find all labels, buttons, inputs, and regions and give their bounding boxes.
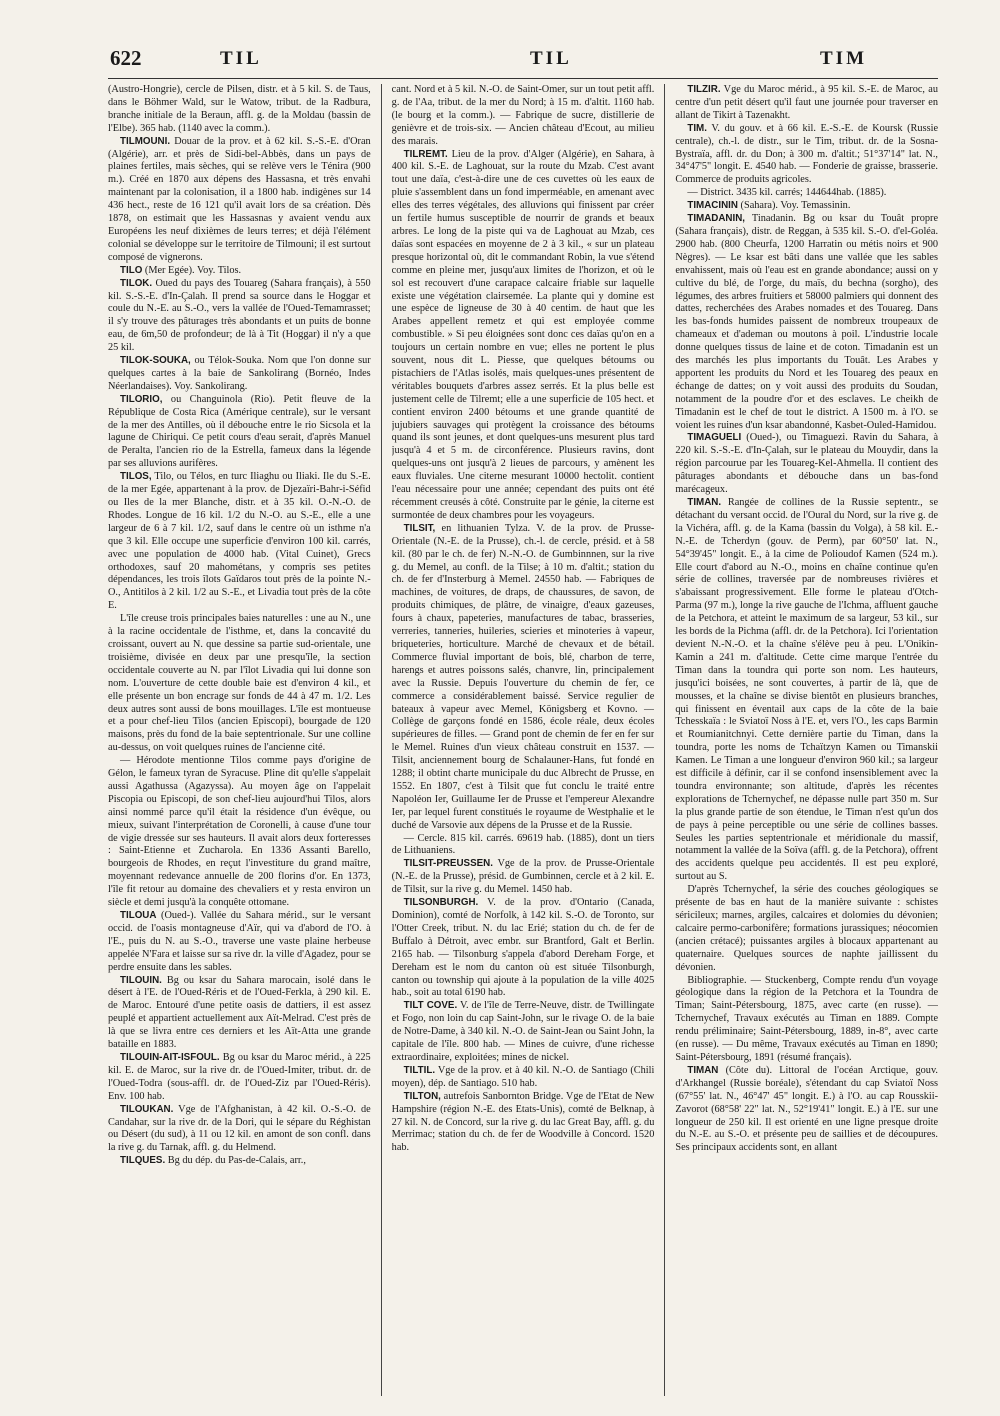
dictionary-entry	[392, 897, 655, 1000]
column-divider	[664, 84, 665, 1396]
dictionary-entry	[392, 84, 655, 149]
entry-headword: TILSIT-PREUSSEN.	[403, 858, 493, 870]
dictionary-entry	[108, 1155, 371, 1168]
page-number: 622	[110, 46, 142, 70]
column-middle	[392, 84, 655, 1396]
dictionary-entry	[108, 84, 371, 136]
dictionary-entry	[108, 910, 371, 975]
dictionary-entry	[108, 613, 371, 755]
column-right	[675, 84, 938, 1396]
entry-text: Vge de l'Afghanistan, à 42 kil. O.-S.-O. de Candahar, sur la rive dr. de la Dori, qui le sépare du Réghistan ou Désert (du sud), à 11 ou 12 kil. en amont de son confl. dans la rive g. du Tarnak, affl. g. du Helmend.	[108, 1103, 371, 1154]
entry-text: Lieu de la prov. d'Alger (Algérie), en Sahara, à 400 kil. S.-E. de Laghouat, sur la route du Mzab. C'est avant tout une daïa, c'est-à-dire une de ces cuvettes où les eaux de pluie s'assemblent dans un fond imperméable, en amenant avec elles des terres végétales, des alluvions qui finissent par créer un fertile humus susceptible de nourrir de grands et beaux arbres. Le long de la piste qui va de Laghouat au Mzab, ces daïas sont espacées en moyenne de 2 à 3 kil., « sur un plateau presque horizontal où, dit le commandant Robin, la vue s'étend comme en pleine mer, jusqu'aux limites de l'horizon, et où le sol est recouvert d'une carapace calcaire friable sur laquelle existe une végétation clairsemée. La plante qui y domine est une espèce de ligneuse de 30 à 40 centim. de haut que les Arabes appellent remetz et qui est employée comme combustible. » Si peu éloignées sont donc ces daïas qu'on en a toujours un certain nombre en vue; elles ne portent le plus souvent, nous dit L. Piesse, que quelques bétoums ou pistachiers de l'Atlas isolés, mais quelques-unes présentent de véritables bouquets d'arbres assez serrés. Et la plus belle est justement celle de Tilremt; elle a une superficie de 105 hect. et contient environ 2400 bétoums et une grande quantité de jujubiers sauvages qui protègent la croissance des bétoums quand ils sont jeunes, et dont quelques-uns mesurent plus tard jusqu'à 4 et 5 m. de circonférence. Plusieurs ravins, dont quelques-uns ont jusqu'à 2 lieues de parcours, y amènent les eaux fluviales. Une citerne mesurant 10000 hectolit. contient l'eau nécessaire pour une année; cependant des puits ont été récemment creusés à côté. Construite par le génie, la citerne est surmontée de deux chambres pour les voyageurs.	[391, 148, 655, 521]
running-head-right: TIM	[820, 48, 867, 69]
entry-headword: TILQUES.	[120, 1155, 166, 1167]
dictionary-entry	[675, 884, 938, 974]
entry-text: (Oued-), ou Timaguezi. Ravin du Sahara, à 220 kil. S.-S.-E. d'In-Çalah, sur le plateau du Mouydir, dans la région parcourue par les Touareg-Kel-Ahmella. Il contient des pâturages abondants et débouche dans un bas-fond marécageux.	[675, 432, 939, 496]
column-left	[108, 84, 371, 1396]
entry-text: Douar de la prov. et à 62 kil. S.-S.-E. d'Oran (Algérie), arr. et près de Sidi-bel-Abbès, dans un pays de plaines fertiles, mais sèches, qui se relève vers le Ténira (900 m.). Créé en 1870 aux dépens des Hassasna, et très envahi maintenant par la colonisation, il a 1800 hab. indigènes sur 14 436 hect., reste de 16 121 qu'il avait lors de sa création. Dès 1878, on estimait que les Hassasnas y avaient vendu aux Européens les neuf dixièmes de leurs terres; et déjà l'élément colonial se développe sur le territoire de Tilmouni; il est surtout composé de vignerons.	[108, 135, 371, 263]
dictionary-entry	[392, 833, 655, 859]
entry-text: autrefois Sanbornton Bridge. Vge de l'Etat de New Hampshire (région N.-E. des Etats-Unis), comté de Belknap, à 27 kil. N. de Concord, sur la rive g. du lac Great Bay, affl. g. du Merrimac; station du ch. de fer de Woodville à Concord. 1520 hab.	[391, 1090, 655, 1154]
entry-headword: TILOK-SOUKA,	[120, 355, 191, 367]
entry-text: L'île creuse trois principales baies naturelles : une au N., une à la racine occidentale de l'isthme, et, dans la concavité du croissant, ouvert au N. que dessine sa partie sud-orientale, une troisième, divisée en deux par une presqu'île, la section occidentale couverte au N. par l'îlot Livadia qui lui donne son nom. L'ouverture de cette double baie est d'environ 4 kil., et elle présente un bon encrage sur fonds de 44 à 47 m. 1/2. Les deux autres sont aussi de bons mouillages. L'île est montueuse et a pour chef-lieu Tilos (ancien Episcopi), bourgade de 120 maisons, près du fond de la baie septentrionale. Sur une colline au-dessus, on voit quelques ruines de l'ancienne cité.	[108, 613, 371, 754]
dictionary-entry	[675, 432, 938, 497]
dictionary-entry	[108, 265, 371, 278]
entry-headword: TILOUA	[120, 910, 157, 921]
entry-headword: TIMAN	[687, 1064, 719, 1076]
entry-text: (Oued-). Vallée du Sahara mérid., sur le versant occid. de l'oasis montagneuse d'Aïr, qui va d'abord de l'O. à l'E., puis du N. au S.-O., traverse une vaste plaine herbeuse appelée N'Fara et laisse sur sa rive dr. la ville d'Agadez, pour se perdre ensuite dans les sables.	[108, 910, 371, 973]
entry-text: V. de l'île de Terre-Neuve, distr. de Twillingate et Fogo, non loin du cap Saint-John, sur le rivage O. de la baie de Notre-Dame, à 340 kil. N.-O. de Saint-Jean ou Saint John, la capitale de l'île. 800 hab. — Mines de cuivre, d'une richesse extraordinaire, exploitées; mines de nickel.	[391, 1000, 655, 1063]
entry-headword: TIMAGUELI	[687, 432, 742, 444]
entry-text: — District. 3435 kil. carrés; 144644hab. (1885).	[687, 187, 887, 199]
entry-text: Vge de la prov. de Prusse-Orientale (N.-E. de la Prusse), présid. de Gumbinnen, cercle et à 2 kil. E. de Tilsit, sur la rive g. du Memel. 1450 hab.	[391, 858, 655, 896]
entry-text: Tinadanin. Bg ou ksar du Touât propre (Sahara français), distr. de Reggan, à 535 kil. S.-O. d'el-Goléa. 2900 hab. (800 Cheurfa, 1200 Harratin ou métis noirs et 900 Nègres). — Le ksar est bâti dans une vallée que les sables envahissent, mais où l'eau est en grande abondance; aussi on y cultive du blé, de l'orge, du maïs, du bechna (sorgho), des légumes, des arbres fruitiers et 58000 palmiers qui donnent des dattes, recherchées des Arabes nomades et des Touareg. Dans les bas-fonds humides paissent de nombreux troupeaux de chameaux et d'ademan ou moutons à poil. L'industrie locale donne quelques tissus de laine et de coton. Timadanin est un des marchés les plus importants du Touât. Les Arabes y apportent les produits du Nord et les Touareg des peaux en échange de dattes; on y voit aussi des produits du Soudan, notamment de la poudre d'or et des esclaves. Le cheikh de Timadanin est le chef de tout le district. A 1500 m. à l'O. se voient les ruines d'un ksar abandonné, Kasbet-Ouled-Hamidou.	[675, 213, 939, 431]
entry-text: (Mer Egée). Voy. Tilos.	[144, 264, 242, 276]
entry-text: Vge du Maroc mérid., à 95 kil. S.-E. de Maroc, au centre d'un petit désert qu'il faut une journée pour traverser en allant de Tikirt à Tazenakht.	[675, 84, 939, 121]
header-rule	[108, 78, 938, 79]
dictionary-entry	[675, 213, 938, 432]
entry-headword: TILSONBURGH.	[403, 897, 479, 909]
dictionary-entry	[675, 975, 938, 1065]
dictionary-entry	[108, 136, 371, 265]
entry-text: — Hérodote mentionne Tilos comme pays d'origine de Gélon, le fameux tyran de Syracuse. Pline dit qu'elle s'appelait aussi Agathussa (Agazyssa). Au moyen âge on l'appelait Piscopia ou Episcopi, de son chef-lieu aujourd'hui Tilos, alors ainsi nommé parce qu'il était la résidence d'un évêque, ou mieux, suivant l'interprétation de Coronelli, à cause d'une tour de vigie dressée sur ses hauteurs. Il avait alors deux forteresses : Saint-Etienne et Zucharola. En 1336 Assanti Barello, bourgeois de Rhodes, en reçut l'investiture du grand maître, moyennant redevance annuelle de 200 florins d'or. En 1373, l'île fit retour au domaine des chevaliers et y resta environ un siècle et demi jusqu'à la conquête ottomane.	[108, 755, 371, 909]
entry-text: Bg ou ksar du Maroc mérid., à 225 kil. E. de Maroc, sur la rive dr. de l'Oued-Imiter, tribut. dr. de l'Oued-Todra (sous-affl. dr. de l'Oued-Ziz par l'Oued-Réris). Env. 100 hab.	[108, 1051, 371, 1102]
dictionary-entry	[108, 394, 371, 471]
entry-text: Oued du pays des Touareg (Sahara français), à 550 kil. S.-S.-E. d'In-Çalah. Il prend sa source dans le Hoggar et coule du N.-E. au S.-O., vers la vallée de l'Oued-Temamrasset; il s'y trouve des pâturages très abondants et un puits de bonne eau, de 6m,50 de profondeur; de là à Tit (Hoggar) il n'y a que 25 kil.	[108, 277, 371, 354]
entry-headword: TILT COVE.	[403, 1000, 458, 1012]
dictionary-entry	[392, 149, 655, 523]
dictionary-entry	[392, 1091, 655, 1156]
entry-headword: TILZIR.	[687, 84, 721, 95]
entry-text: Vge de la prov. et à 40 kil. N.-O. de Santiago (Chili moyen), dép. de Santiago. 510 hab.	[391, 1064, 655, 1089]
dictionary-entry	[108, 355, 371, 394]
dictionary-entry	[108, 471, 371, 613]
entry-text: — Cercle. 815 kil. carrés. 69619 hab. (1885), dont un tiers de Lithuaniens.	[391, 832, 655, 857]
entry-headword: TILO	[120, 264, 143, 276]
entry-headword: TILOUKAN.	[120, 1103, 174, 1115]
dictionary-entry	[675, 200, 938, 213]
entry-headword: TILOS,	[120, 471, 152, 483]
running-head-left: TIL	[220, 48, 262, 69]
entry-text: Rangée de collines de la Russie septentr., se détachant du versant occid. de l'Oural du Nord, sur la rive g. de la Vichéra, affl. g. de la Kama (bassin du Volga), à 58 kil. E.-N.-E. de Tcherdyn (gouv. de Perm), par 60°50' lat. N., 54°39'45" longit. E., à la cime de Polioudof Kamen (524 m.). Elle court d'abord au N.-O., moins en chaîne continue qu'en série de collines, traversée par de nombreuses rivières et s'abaissant progressivement. Elle forme le plateau d'Otch-Parma (97 m.), longe la rive gauche de l'Ichma, affluent gauche de la Petchora, et atteint le maximum de sa largeur, 53 kil., sur les bords de la Pichma (affl. dr. de la Petchora). Ici l'orientation devient N.-N.-O. et la chaîne s'élève peu à peu. L'Onikin-Kamin a 241 m. d'altitude. Cette cime marque l'entrée du Timan dans la toundra qui porte son nom. Les hauteurs, jusqu'ici boisées, ne sont couvertes, à partir de là, que de mousses, et la chaîne se divise bientôt en plusieurs branches, qui finissent en éventail aux caps de la côte de la baie Tchesskaïa : le Sviatoï Noss à l'E. et, vers l'O., les caps Barmin et Roumianitchnyi. Cette dernière partie du Timan, dans la toundra, porte les noms de Tchaïtzyn Kamen ou Timanskii Kamen. Le Timan a une longueur d'environ 960 kil.; sa largeur est difficile à définir, car il se confond insensiblement avec la toundra environnante; son altitude, d'après les récentes explorations de Tchernychef, ne dépasse nulle part 350 m. Sur la plus grande partie de son étendue, le Timan n'est qu'un dos de pays à peine perceptible ou une série de collines basses. Seules les parties septentrionale et méridionale du massif, notamment la vallée de la Soïva (affl. g. de la Petchora), offrent des accidents quelque peu accidentés. Il est peu exploré, surtout au S.	[675, 497, 939, 883]
dictionary-entry	[108, 278, 371, 355]
entry-text: Bibliographie. — Stuckenberg, Compte rendu d'un voyage géologique dans la région de la Petchora et la Toundra de Timan; Saint-Pétersbourg, 1875, avec carte (en russe). — Tchernychef, Travaux exécutés au Timan en 1889. Compte rendu préliminaire; Saint-Pétersbourg, 1889, in-8°, avec carte (en russe). — Du même, Travaux exécutés au Timan en 1890; Saint-Pétersbourg, 1891 (résumé français).	[675, 974, 939, 1063]
entry-text: ou Changuinola (Rio). Petit fleuve de la République de Costa Rica (Amérique centrale), sur le versant de la mer des Antilles, où il débouche entre le rio Sicsola et la lagune de Chiriqui. Ce petit cours d'eau serait, d'après Manuel de Peralta, l'ancien rio de la Estrella, fameux dans la légende par ses alluvions aurifères.	[108, 393, 371, 470]
entry-headword: TILORIO,	[120, 393, 163, 405]
entry-text: ou Télok-Souka. Nom que l'on donne sur quelques cartes à la baie de Sankolirang (Bornéo, Indes Néerlandaises). Voy. Sankolirang.	[108, 355, 371, 392]
dictionary-entry	[675, 497, 938, 884]
entry-headword: TILOK.	[120, 277, 153, 289]
dictionary-entry	[108, 1104, 371, 1156]
text-columns	[108, 84, 938, 1396]
entry-headword: TILTON,	[403, 1090, 441, 1102]
entry-headword: TILTIL.	[403, 1064, 436, 1076]
entry-headword: TILREMT.	[403, 148, 448, 160]
entry-text: (Sahara). Voy. Temassinin.	[740, 200, 851, 212]
dictionary-entry	[108, 975, 371, 1052]
entry-text: D'après Tchernychef, la série des couches géologiques se présente de bas en haut de la manière suivante : schistes séricileux; marnes, argiles, calcaires et dolomies du dévonien; calcaire permo-carbonifère; formations jurassiques; néocomien (ancien crétacé); puissantes argiles à blocaux appartenant au quaternaire. Quelques sources de naphte jaillissent du dévonien.	[675, 884, 939, 973]
dictionary-entry	[675, 1065, 938, 1155]
dictionary-entry	[108, 1052, 371, 1104]
entry-headword: TIMADANIN,	[687, 213, 746, 225]
column-divider	[381, 84, 382, 1396]
dictionary-entry	[392, 858, 655, 897]
dictionary-entry	[392, 1000, 655, 1065]
entry-headword: TIMAN.	[687, 497, 722, 508]
dictionary-entry	[675, 187, 938, 200]
entry-headword: TIMACININ	[687, 200, 738, 212]
dictionary-entry	[392, 523, 655, 833]
entry-text: en lithuanien Tylza. V. de la prov. de Prusse-Orientale (N.-E. de la Prusse), ch.-l. de cercle, présid. et à 58 kil. (80 par le ch. de fer) N.-N.-O. de Gumbinnnen, sur la rive g. du Memel, au confl. de la Tilse; à 10 m. d'altit.; station du ch. de fer d'Insterburg à Memel. 24550 hab. — Fabriques de machines, de voitures, de draps, de chaussures, de savon, de produits chimiques, de plâtre, de vinaigre, d'eaux gazeuses, fours à chaux, papeteries, manufactures de tabac, brasseries, verreries, tanneries, huileries, scieries et minoteries à vapeur, briqueteries, horticulture. Marché de chevaux et de bétail. Commerce fluvial important de bois, blé, charbon de terre, harengs et autres poissons salés, chanvre, lin, principalement avec la Russie. Depuis l'ouverture du chemin de fer, ce commerce a considérablement baissé. Service regulier de bateaux à vapeur avec Memel, Königsberg et Kovno. — Collège de garçons fondé en 1586, école réale, deux écoles supérieures de filles. — Grand pont de chemin de fer en fer sur le Memel. Ruines d'un vieux château construit en 1537. — Tilsit, anciennement bourg de Schalauner-Hans, fut fondé en 1288; il obtint charte municipale du duc Albrecht de Prusse, en 1552. En 1807, c'est à Tilsit que fut conclu le traité entre Napoléon Ier, Guillaume Ier de Prusse et l'empereur Alexandre Ier, par lequel furent constitués le royaume de Westphalie et le duché de Varsovie aux dépens de la Prusse et de la Russie.	[391, 522, 655, 831]
entry-text: Bg du dép. du Pas-de-Calais, arr.,	[167, 1155, 306, 1167]
entry-headword: TIM.	[687, 122, 707, 134]
dictionary-entry	[675, 84, 938, 123]
entry-headword: TILSIT,	[403, 522, 436, 534]
entry-headword: TILMOUNI.	[120, 135, 171, 147]
entry-text: (Côte du). Littoral de l'océan Arctique, gouv. d'Arkhangel (Russie boréale), s'étendant du cap Sviatoï Noss (67°55' lat. N., 46°47' 45" longit. E.) à l'O. au cap Rousskii-Zavorot (68°58' 22" lat. N., 52°19'41" longit. E.) à l'E. sur une longueur de 250 kil. Il est orienté en une ligne presque droite du N.-E. au S.-O. et présente peu de saillies et de découpures. Ses principaux accidents sont, en allant	[675, 1064, 939, 1154]
entry-headword: TILOUIN.	[120, 974, 162, 986]
page-header	[110, 46, 930, 78]
entry-text: Bg ou ksar du Sahara marocain, isolé dans le désert à l'E. de l'Oued-Réris et de l'Oued-Ferkla, à 290 kil. E. de Maroc. Entouré d'une petite oasis de dattiers, il est assez peuplé et appartient actuellement aux Aït-Melrad. C'est près de là que se livra entre ces derniers et les Aït-Atta une grande bataille en 1883.	[108, 974, 371, 1051]
entry-text: V. de la prov. d'Ontario (Canada, Dominion), comté de Norfolk, à 142 kil. S.-O. de Toronto, sur l'Otter Creek, tribut. N. du lac Erié; station du ch. de fer de Buffalo à Détroit, avec embr. sur Brantford, Galt et Berlin. 2165 hab. — Tilsonburg s'appela d'abord Dereham Forge, et Dereham est le nom du canton où est située Tilsonburgh, canton ou township qui ajoute à la population de la ville 4025 hab., soit au total 6190 hab.	[391, 897, 655, 999]
entry-text: V. du gouv. et à 66 kil. E.-S.-E. de Koursk (Russie centrale), ch.-l. de distr., sur le Tim, tribut. dr. de la Sosna-Bystraïa, affl. dr. du Don; à 300 m. d'altit.; 51°37'14" lat. N., 34°47'5" longit. E. 4540 hab. — Fonderie de graisse, brasserie. Commerce de produits agricoles.	[675, 122, 939, 186]
dictionary-entry	[108, 755, 371, 910]
entry-text: Tilo, ou Télos, en turc Iliaghu ou Iliaki. Ile du S.-E. de la mer Egée, appartenant à la prov. de Djezaïri-Bahr-i-Séfid ou Iles de la mer Blanche, distr. et à 35 kil. O.-N.-O. de Rhodes. Longue de 16 kil. 1/2 du N.-O. au S.-E., elle a une largeur de 6 à 7 kil. 1/2, sauf dans le centre où un isthme n'a que 3 kil. Elle occupe une superficie d'environ 100 kil. carrés, avec une population de 4000 hab. (Vital Cuinet), Grecs orthodoxes, sauf 20 mahométans, y compris ses petites dépendances, les trois îlots Gaïdaros tout près de la pointe N.-O., Antitilos à 2 kil. 1/2 au S.-E., et Livadia tout près de la côte E.	[108, 471, 371, 612]
entry-headword: TILOUIN-AIT-ISFOUL.	[120, 1051, 220, 1063]
dictionary-entry	[392, 1065, 655, 1091]
dictionary-entry	[675, 123, 938, 188]
entry-text: (Austro-Hongrie), cercle de Pilsen, distr. et à 5 kil. S. de Taus, dans le Böhmer Wald, sur le Watow, tribut. de la Radbura, branche initiale de la Beraun, affl. g. de la Moldau (bassin de l'Elbe). 365 hab. (1140 avec la comm.).	[108, 84, 371, 134]
entry-text: cant. Nord et à 5 kil. N.-O. de Saint-Omer, sur un tout petit affl. g. de l'Aa, tribut. de la mer du Nord; à 15 m. d'altit. 1160 hab. (le bourg et la comm.). — Fabrique de sucre, distillerie de genièvre et de trois-six. — Ancien château d'Ecout, au milieu des marais.	[391, 84, 655, 147]
running-head-center: TIL	[530, 48, 572, 69]
